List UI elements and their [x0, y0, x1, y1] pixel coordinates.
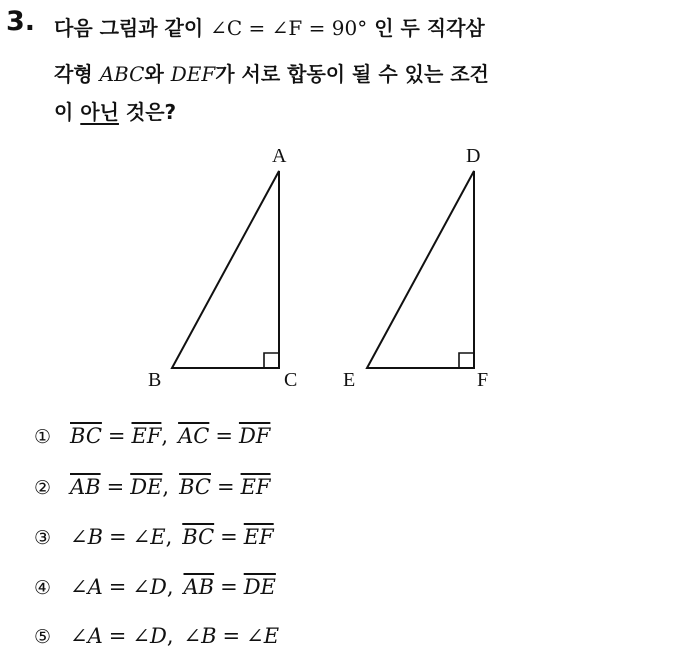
choice-number: ③: [34, 527, 52, 549]
triangle-def-name: DEF: [170, 62, 216, 86]
segment: $\overline{DE}$: [130, 475, 163, 499]
vertex-label-a: A: [272, 145, 287, 167]
angle: ∠A: [70, 624, 103, 648]
stem-text: 와: [144, 62, 164, 86]
segment: $\overline{DE}$: [243, 575, 276, 599]
choice-4[interactable]: ④ ∠A = ∠D, $\overline{AB} = \overline{DE}$: [34, 575, 276, 599]
choice-number: ⑤: [34, 626, 52, 648]
triangle-abc-name: ABC: [99, 62, 145, 86]
angle: ∠E: [246, 624, 280, 648]
segment: $\overline{BC}$: [70, 424, 102, 448]
angle: ∠B: [183, 624, 217, 648]
triangle-def: [343, 145, 488, 391]
angle: ∠A: [70, 575, 103, 599]
stem-text: 다음 그림과 같이: [54, 16, 204, 40]
vertex-label-e: E: [343, 369, 356, 391]
right-angle-mark-f: [459, 353, 474, 368]
angle: ∠E: [132, 525, 166, 549]
stem-text: 각형: [54, 62, 93, 86]
segment: $\overline{EF}$: [243, 525, 274, 549]
vertex-label-f: F: [477, 369, 489, 391]
right-angle-mark-c: [264, 353, 279, 368]
stem-text: 가 서로 합동이 될 수 있는 조건: [215, 62, 489, 86]
choice-number: ④: [34, 577, 52, 599]
angle: ∠D: [132, 575, 167, 599]
stem-text: 것은?: [125, 100, 177, 124]
segment: $\overline{AB}$: [70, 475, 101, 499]
segment: $\overline{BC}$: [182, 525, 215, 549]
choice-2[interactable]: ② $\overline{AB} = \overline{DE}$, $\overline{BC} = \overline{EF}$: [34, 475, 271, 499]
angle: ∠D: [132, 624, 167, 648]
choice-number: ①: [34, 426, 52, 448]
segment: $\overline{AB}$: [183, 575, 215, 599]
vertex-label-d: D: [466, 145, 481, 167]
choice-1[interactable]: ① $\overline{BC} = \overline{EF}$, $\overline{AC} = \overline{DF}$: [34, 424, 271, 448]
question-number: 3.: [6, 6, 36, 37]
segment: $\overline{BC}$: [179, 475, 211, 499]
choice-3[interactable]: ③ ∠B = ∠E, $\overline{BC} = \overline{EF}$: [34, 525, 274, 549]
choice-number: ②: [34, 477, 52, 499]
stem-text: 인 두 직각삼: [374, 16, 485, 40]
right-angle-condition: ∠C = ∠F = 90°: [210, 16, 368, 40]
emphasized-not: 아닌: [80, 100, 119, 124]
vertex-label-c: C: [284, 369, 298, 391]
segment: $\overline{EF}$: [131, 424, 162, 448]
vertex-label-b: B: [148, 369, 162, 391]
segment: $\overline{DF}$: [238, 424, 271, 448]
triangle-abc: [148, 145, 297, 391]
segment: $\overline{EF}$: [240, 475, 271, 499]
stem-text: 이: [54, 100, 74, 124]
choice-5[interactable]: ⑤ ∠A = ∠D, ∠B = ∠E: [34, 624, 280, 648]
angle: ∠B: [70, 525, 104, 549]
segment: $\overline{AC}$: [178, 424, 210, 448]
